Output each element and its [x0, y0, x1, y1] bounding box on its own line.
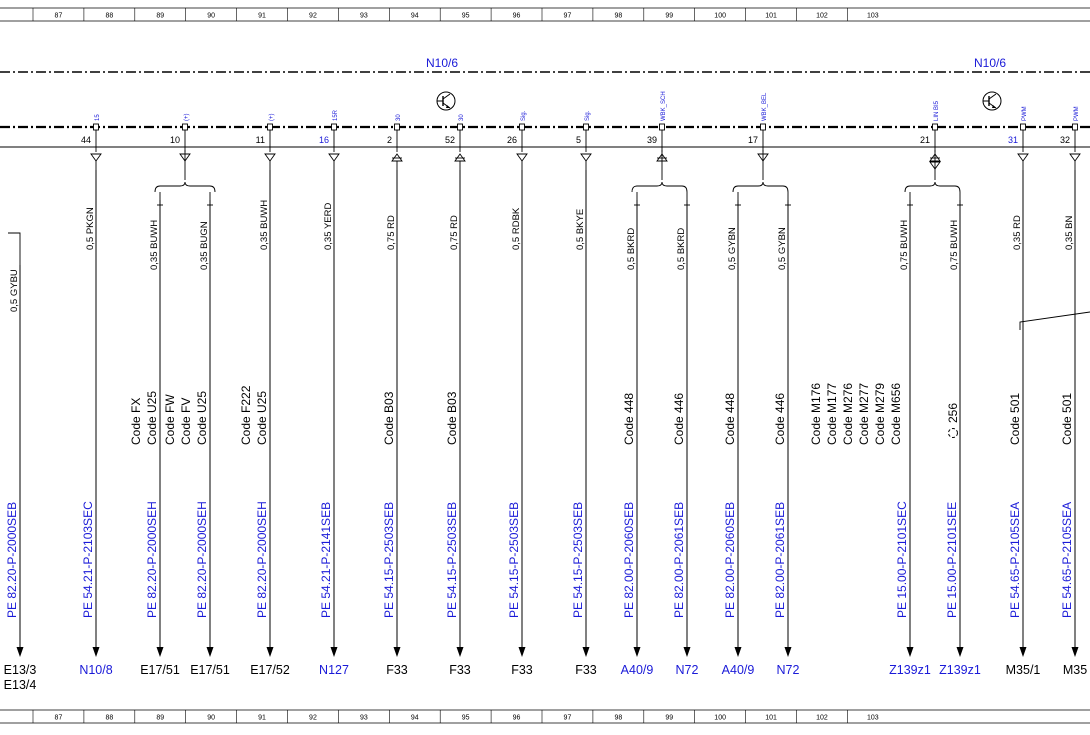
- pin-number: 10: [169, 135, 180, 145]
- wire-arrow-icon: [735, 647, 742, 657]
- pin-signal-label: PWM: [1022, 106, 1028, 121]
- ruler-number: 100: [714, 12, 726, 20]
- wire-destination-label[interactable]: M35: [1062, 663, 1088, 677]
- wire-spec-label: 0,5 BKRD: [626, 227, 637, 270]
- wire: [621, 192, 654, 677]
- pin-signal-label: WBK_SCH: [661, 91, 667, 121]
- wire-reference-link[interactable]: PE 54.65-P-2105SEA: [1060, 501, 1074, 618]
- wire-reference-link[interactable]: PE 82.20-P-2000SEH: [145, 501, 159, 618]
- ruler-number: 93: [359, 12, 368, 20]
- ruler-number: 94: [410, 12, 419, 20]
- top-ruler: [0, 8, 1090, 21]
- pin-signal-label: Sig.: [521, 110, 527, 121]
- signal-direction-icon: [1018, 154, 1028, 161]
- wire-spec-label: 0,75 BUWH: [899, 219, 910, 270]
- ruler-number: 91: [258, 12, 266, 20]
- pin-signal-label: 30: [459, 114, 465, 121]
- wire: [571, 170, 597, 677]
- pin-number: 17: [747, 135, 758, 145]
- wire: [507, 170, 533, 677]
- wire-destination-label[interactable]: N72: [675, 663, 699, 677]
- ruler-number: 96: [512, 714, 521, 722]
- wire-spec-label: 0,5 GYBN: [727, 227, 738, 270]
- ruler-number: 101: [765, 714, 777, 722]
- ruler-number: 92: [309, 12, 317, 20]
- pin-signal-label: WBK_BEL: [762, 92, 768, 121]
- wire-code-label: Code FV: [179, 397, 193, 445]
- code-m-label: Code M276: [841, 382, 855, 445]
- wire: [773, 192, 800, 677]
- pin-number: 21: [919, 135, 930, 145]
- ruler-number: 89: [156, 12, 165, 20]
- wire-spec-label: 0,5 GYBU: [9, 269, 20, 312]
- ruler-number: 88: [105, 12, 114, 20]
- signal-direction-icon: [392, 154, 402, 161]
- pin-number: 26: [506, 135, 517, 145]
- ruler-number: 97: [563, 12, 572, 20]
- wire-code-label: Code 446: [672, 392, 686, 445]
- module-label-left: N10/6: [425, 56, 459, 70]
- wire-destination-label[interactable]: E13/4: [3, 678, 37, 692]
- ruler-number: 89: [156, 714, 165, 722]
- ruler-number: 93: [359, 714, 368, 722]
- wire-reference-link[interactable]: PE 82.00-P-2060SEB: [622, 501, 636, 618]
- pin-number: 32: [1059, 135, 1070, 145]
- wire-reference-link[interactable]: PE 82.20-P-2000SEH: [195, 501, 209, 618]
- pin-number: 11: [255, 135, 265, 145]
- wire-spec-label: 0,75 BUWH: [949, 219, 960, 270]
- wire-arrow-icon: [457, 647, 464, 657]
- wire-destination-label[interactable]: F33: [386, 663, 408, 677]
- ruler-number: 102: [816, 12, 828, 20]
- pin-number: 39: [646, 135, 657, 145]
- wire-code-label: Code U25: [255, 390, 269, 445]
- ruler-number: 87: [54, 12, 63, 20]
- signal-direction-icon: [1070, 154, 1080, 161]
- ruler-number: 98: [614, 714, 623, 722]
- wire-spec-label: 0,35 BUGN: [199, 221, 210, 270]
- ruler-number: 97: [563, 714, 572, 722]
- wire-reference-link[interactable]: PE 82.00-P-2060SEB: [723, 501, 737, 618]
- transistor-icon: [437, 92, 455, 110]
- pin-number: 2: [386, 135, 392, 145]
- pin-signal-label: (+): [184, 113, 190, 121]
- connector-pin: [920, 100, 940, 169]
- pin-signal-label: PWM: [1074, 106, 1080, 121]
- wire-spec-label: 0,35 RD: [1012, 215, 1023, 250]
- wire-reference-link[interactable]: PE 54.15-P-2503SEB: [445, 501, 459, 618]
- wire-arrow-icon: [93, 647, 100, 657]
- connector-pin: [256, 113, 275, 170]
- ruler-number: 90: [207, 12, 216, 20]
- wire-code-label: Code F222: [239, 385, 253, 445]
- wire-destination-label[interactable]: A40/9: [620, 663, 654, 677]
- pin-number: 44: [80, 135, 91, 145]
- wire: [239, 170, 290, 677]
- pin-box: [761, 124, 766, 130]
- pin-box: [660, 124, 665, 130]
- wire: [939, 192, 981, 677]
- wire-spec-label: 0,75 RD: [449, 215, 460, 250]
- connector-pin: [1060, 106, 1080, 170]
- wire: [79, 170, 112, 677]
- ruler-number: 102: [816, 714, 828, 722]
- ruler-number: 95: [461, 714, 470, 722]
- ruler-number: 92: [309, 714, 317, 722]
- wire-destination-label[interactable]: Z139z1: [939, 663, 981, 677]
- wire-code-label: Code 448: [622, 392, 636, 445]
- pin-number: 31: [1007, 135, 1018, 145]
- wire-code-label: Code 501: [1008, 392, 1022, 445]
- wire-arrow-icon: [157, 647, 164, 657]
- wire-spec-label: 0,35 BN: [1064, 215, 1075, 250]
- signal-direction-icon: [91, 154, 101, 161]
- pin-box: [332, 124, 337, 130]
- connector-pin: [387, 114, 402, 170]
- module-label-right: N10/6: [973, 56, 1007, 70]
- connector-pin: [445, 114, 465, 170]
- ruler-number: 95: [461, 12, 470, 20]
- wire: [672, 192, 699, 677]
- wire-destination-label[interactable]: E17/51: [140, 663, 180, 677]
- wire-code-label: Code 448: [723, 392, 737, 445]
- code-m-label: Code M176: [809, 382, 823, 445]
- branch-connectors: [8, 150, 1090, 330]
- wire-arrow-icon: [17, 647, 24, 657]
- wire-spec-label: 0,5 BKRD: [676, 227, 687, 270]
- pin-signal-label: 15: [95, 114, 101, 121]
- code-m-label: Code M656: [889, 382, 903, 445]
- wire-spec-label: 0,5 GYBN: [777, 227, 788, 270]
- wire: [445, 170, 471, 677]
- wire-arrow-icon: [785, 647, 792, 657]
- wire-code-label: Code 446: [773, 392, 787, 445]
- signal-direction-icon: [329, 154, 339, 161]
- connector-pin: [170, 113, 190, 161]
- wire-code-label: Code B03: [445, 391, 459, 445]
- cycle-icon: [949, 429, 958, 438]
- signal-direction-icon: [517, 154, 527, 161]
- pin-signal-label: 15R: [333, 109, 339, 121]
- ruler-number: 101: [765, 12, 777, 20]
- wire-destination-label[interactable]: Z139z1: [889, 663, 931, 677]
- wire-destination-label[interactable]: M35/1: [1005, 663, 1041, 677]
- signal-direction-icon: [455, 154, 465, 161]
- wire-reference-link[interactable]: PE 54.15-P-2503SEB: [382, 501, 396, 618]
- wire-reference-link[interactable]: PE 15.00-P-2101SEC: [895, 501, 909, 618]
- ruler-number: 87: [54, 714, 63, 722]
- wire-destination-label[interactable]: E17/52: [250, 663, 290, 677]
- ruler-number: 103: [867, 714, 879, 722]
- pin-signal-label: 30: [396, 114, 402, 121]
- wire-code-label: Code 501: [1060, 392, 1074, 445]
- wire-arrow-icon: [907, 647, 914, 657]
- pin-box: [183, 124, 188, 130]
- wire-destination-label[interactable]: F33: [449, 663, 471, 677]
- code-m-label: Code M277: [857, 382, 871, 445]
- wire-arrow-icon: [331, 647, 338, 657]
- wire-reference-link[interactable]: PE 82.00-P-2061SEB: [672, 501, 686, 618]
- ruler-number: 88: [105, 714, 114, 722]
- ruler-number: 98: [614, 12, 623, 20]
- wire-code-label: Code B03: [382, 391, 396, 445]
- pin-box: [520, 124, 525, 130]
- wire-arrow-icon: [684, 647, 691, 657]
- pin-box: [1021, 124, 1026, 130]
- wire-destination-label[interactable]: E13/3: [3, 663, 37, 677]
- signal-direction-icon: [581, 154, 591, 161]
- wire-reference-link[interactable]: PE 82.20-P-2000SEH: [255, 501, 269, 618]
- wire-reference-link[interactable]: PE 54.65-P-2105SEA: [1008, 501, 1022, 618]
- wire-arrow-icon: [1020, 647, 1027, 657]
- wire-spec-label: 0,75 RD: [386, 215, 397, 250]
- wire-spec-label: 0,35 BUWH: [149, 219, 160, 270]
- ruler-number: 96: [512, 12, 521, 20]
- wire-spec-label: 0,35 BUWH: [259, 199, 270, 250]
- ruler-number: 94: [410, 714, 419, 722]
- pin-box: [933, 124, 938, 130]
- wire-arrow-icon: [634, 647, 641, 657]
- wire: [382, 170, 408, 677]
- code-m-label: Code M177: [825, 382, 839, 445]
- pin-signal-label: Sig.: [585, 110, 591, 121]
- wire-spec-label: 0,5 RDBK: [511, 207, 522, 250]
- connector-pin: [576, 110, 591, 170]
- ruler-number: 100: [714, 714, 726, 722]
- wire-arrow-icon: [267, 647, 274, 657]
- wire: [722, 192, 755, 677]
- wire-reference-link[interactable]: PE 82.00-P-2061SEB: [773, 501, 787, 618]
- wire-destination-label[interactable]: N127: [319, 663, 349, 677]
- wire-arrow-icon: [519, 647, 526, 657]
- pin-number: 52: [444, 135, 455, 145]
- pin-box: [94, 124, 99, 130]
- wire-code-label: 256: [946, 402, 960, 423]
- bottom-ruler: [0, 710, 1090, 723]
- ruler-number: 91: [258, 714, 266, 722]
- wire-arrow-icon: [207, 647, 214, 657]
- pin-box: [1073, 124, 1078, 130]
- code-m-block: [809, 383, 903, 445]
- wire-arrow-icon: [394, 647, 401, 657]
- wire: [1060, 170, 1087, 677]
- code-m-label: Code M279: [873, 382, 887, 445]
- wire-spec-label: 0,35 YERD: [323, 202, 334, 250]
- wire-arrow-icon: [957, 647, 964, 657]
- pin-signal-label: (+): [269, 113, 275, 121]
- ruler-number: 99: [665, 12, 674, 20]
- wire-reference-link[interactable]: PE 82.20-P-2000SEB: [5, 501, 19, 618]
- ruler-number: 103: [867, 12, 879, 20]
- wire-reference-link[interactable]: PE 15.00-P-2101SEE: [945, 501, 959, 618]
- wire-code-label: Code U25: [145, 390, 159, 445]
- ruler-number: 90: [207, 714, 216, 722]
- ruler-number: 99: [665, 714, 674, 722]
- wire-arrow-icon: [583, 647, 590, 657]
- wire-reference-link[interactable]: PE 54.15-P-2503SEB: [507, 501, 521, 618]
- pin-box: [458, 124, 463, 130]
- wire-destination-label[interactable]: N72: [776, 663, 800, 677]
- connector-pin: [1008, 106, 1028, 170]
- pin-number: 16: [318, 135, 329, 145]
- connector-pin: [507, 110, 527, 170]
- connector-pin: [81, 114, 101, 170]
- wire: [163, 192, 230, 677]
- wire-code-label: Code FX: [129, 397, 143, 445]
- wire-code-label: Code U25: [195, 390, 209, 445]
- pin-number: 5: [575, 135, 581, 145]
- wire-destination-label[interactable]: A40/9: [721, 663, 755, 677]
- pin-signal-label: LIN BI5: [934, 100, 940, 121]
- wire-destination-label[interactable]: F33: [511, 663, 533, 677]
- transistor-icon: [983, 92, 1001, 110]
- wire-arrow-icon: [1072, 647, 1079, 657]
- pin-box: [584, 124, 589, 130]
- wire-code-label: Code FW: [163, 394, 177, 445]
- wire-reference-link[interactable]: PE 54.21-P-2103SEC: [81, 501, 95, 618]
- wire-spec-label: 0,5 BKYE: [575, 208, 586, 250]
- connector-pin: [319, 109, 339, 170]
- wire-reference-link[interactable]: PE 54.15-P-2503SEB: [571, 501, 585, 618]
- wire: [319, 170, 349, 677]
- pin-box: [395, 124, 400, 130]
- pin-box: [268, 124, 273, 130]
- wire: [4, 265, 37, 692]
- wire-reference-link[interactable]: PE 54.21-P-2141SEB: [319, 501, 333, 618]
- wire-destination-label[interactable]: N10/8: [79, 663, 113, 677]
- wire-destination-label[interactable]: F33: [575, 663, 597, 677]
- wire-destination-label[interactable]: E17/51: [190, 663, 230, 677]
- signal-direction-icon: [265, 154, 275, 161]
- wire-spec-label: 0,5 PKGN: [85, 207, 96, 250]
- wire: [1006, 170, 1041, 677]
